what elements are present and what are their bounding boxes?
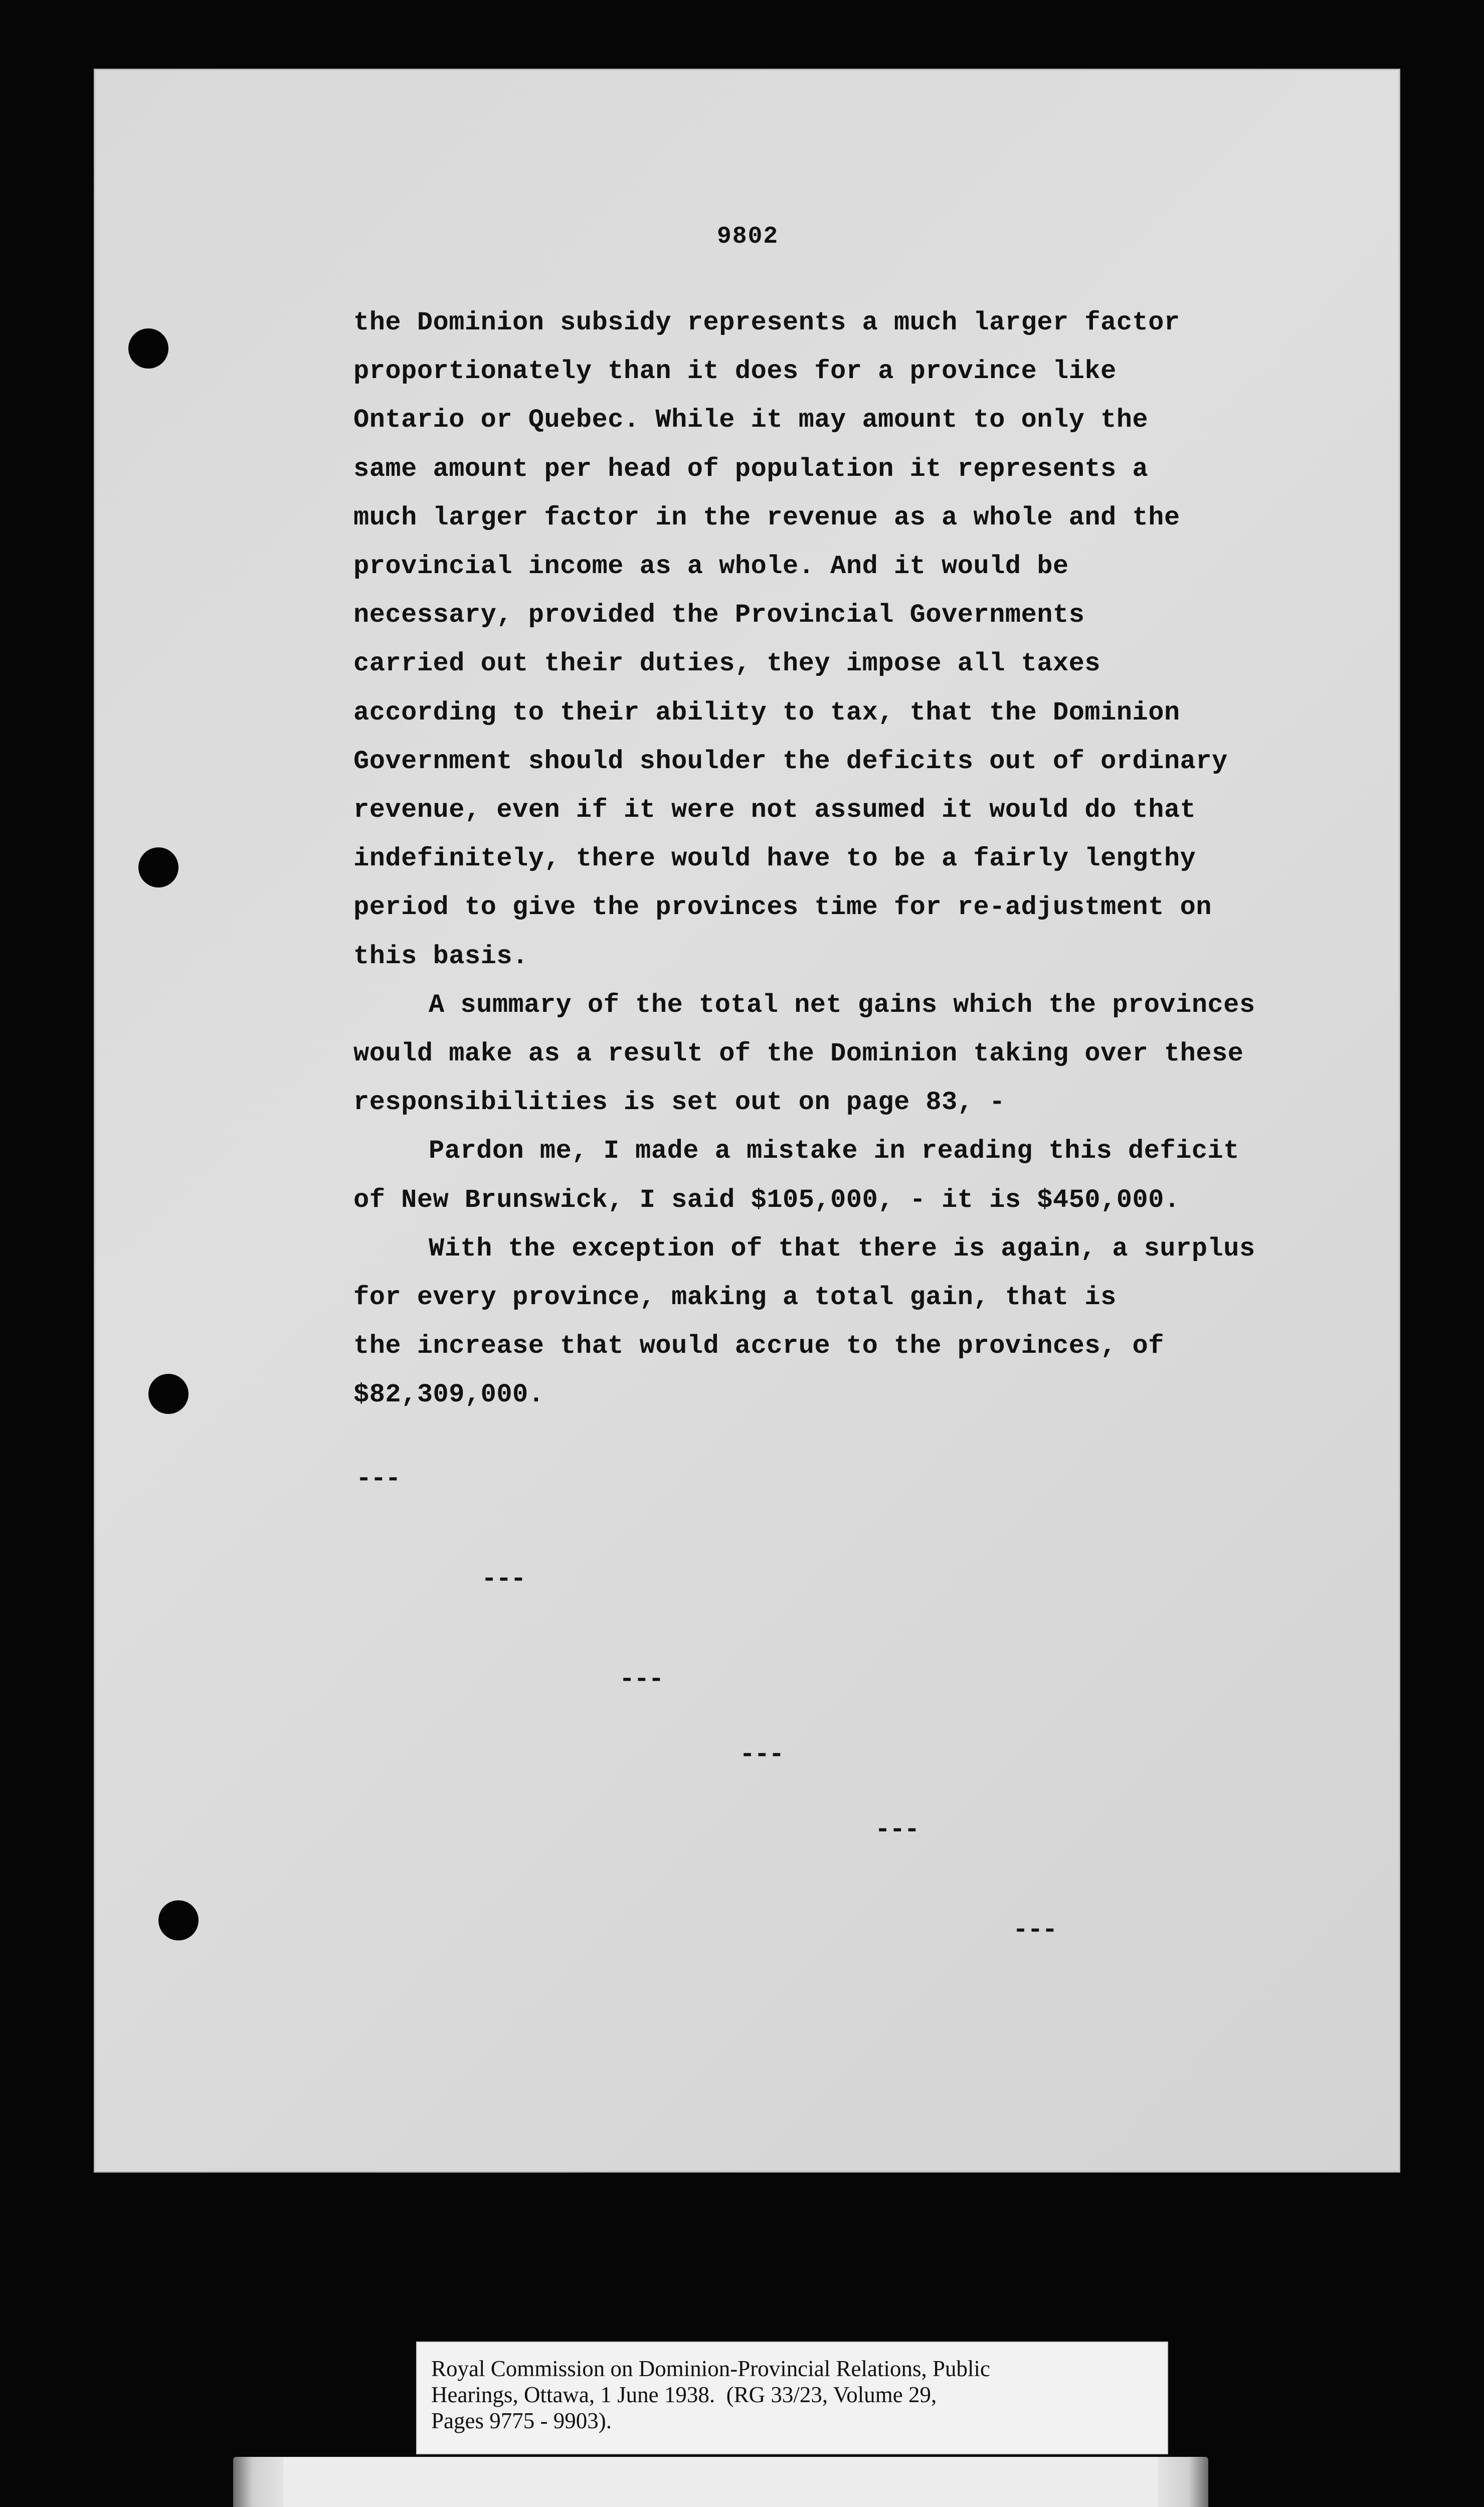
text-line: Pardon me, I made a mistake in reading this deficit <box>429 1136 1239 1166</box>
page-number: 9802 <box>717 223 779 250</box>
text-line: $82,309,000. <box>353 1380 544 1410</box>
archive-reference-slip <box>416 2342 1168 2454</box>
text-line: Ontario or Quebec. While it may amount to only the <box>353 405 1149 435</box>
stamp-card <box>283 2457 1158 2507</box>
binder-hole-4 <box>158 1900 199 1940</box>
text-line: period to give the provinces time for re-adjustment on <box>353 892 1212 923</box>
binder-hole-2 <box>138 847 178 887</box>
text-line: same amount per head of population it represents a <box>353 454 1149 484</box>
text-line: proportionately than it does for a province like <box>353 356 1117 387</box>
text-line: responsibilities is set out on page 83, - <box>353 1088 1005 1118</box>
text-line: would make as a result of the Dominion taking over these <box>353 1039 1244 1069</box>
text-line: revenue, even if it were not assumed it would do that <box>353 795 1196 825</box>
archives-stamp <box>233 2457 1208 2507</box>
text-line: A summary of the total net gains which the provinces <box>429 990 1255 1020</box>
slip-line: Royal Commission on Dominion-Provincial Relations, Public <box>431 2356 990 2381</box>
text-line: indefinitely, there would have to be a fairly lengthy <box>353 844 1196 874</box>
text-line: much larger factor in the revenue as a whole and the <box>353 502 1180 532</box>
slip-line: Pages 9775 - 9903). <box>431 2408 612 2433</box>
dash-marker: --- <box>875 1815 919 1845</box>
text-line: of New Brunswick, I said $105,000, - it is $450,000. <box>353 1185 1180 1215</box>
dash-marker: --- <box>356 1464 400 1494</box>
text-line: for every province, making a total gain, that is <box>353 1283 1117 1313</box>
dash-marker: --- <box>739 1740 784 1769</box>
text-line: necessary, provided the Provincial Governments <box>353 600 1085 630</box>
slip-line: Hearings, Ottawa, 1 June 1938. (RG 33/23, Volume 29, <box>431 2382 937 2407</box>
text-line: the increase that would accrue to the provinces, of <box>353 1331 1164 1361</box>
transcript-text <box>353 298 1306 1419</box>
text-line: Government should shoulder the deficits out of ordinary <box>353 746 1228 776</box>
text-line: this basis. <box>353 941 528 971</box>
text-line: the Dominion subsidy represents a much larger factor <box>353 308 1180 337</box>
text-line: provincial income as a whole. And it would be <box>353 552 1069 582</box>
dash-marker: --- <box>1013 1915 1057 1945</box>
dash-marker: --- <box>619 1665 663 1694</box>
text-line: With the exception of that there is again, a surplus <box>429 1233 1255 1264</box>
binder-hole-3 <box>148 1374 189 1414</box>
text-line: carried out their duties, they impose all taxes <box>353 649 1101 679</box>
text-line: according to their ability to tax, that the Dominion <box>353 697 1180 728</box>
binder-hole-1 <box>128 328 168 369</box>
dash-marker: --- <box>481 1564 525 1594</box>
